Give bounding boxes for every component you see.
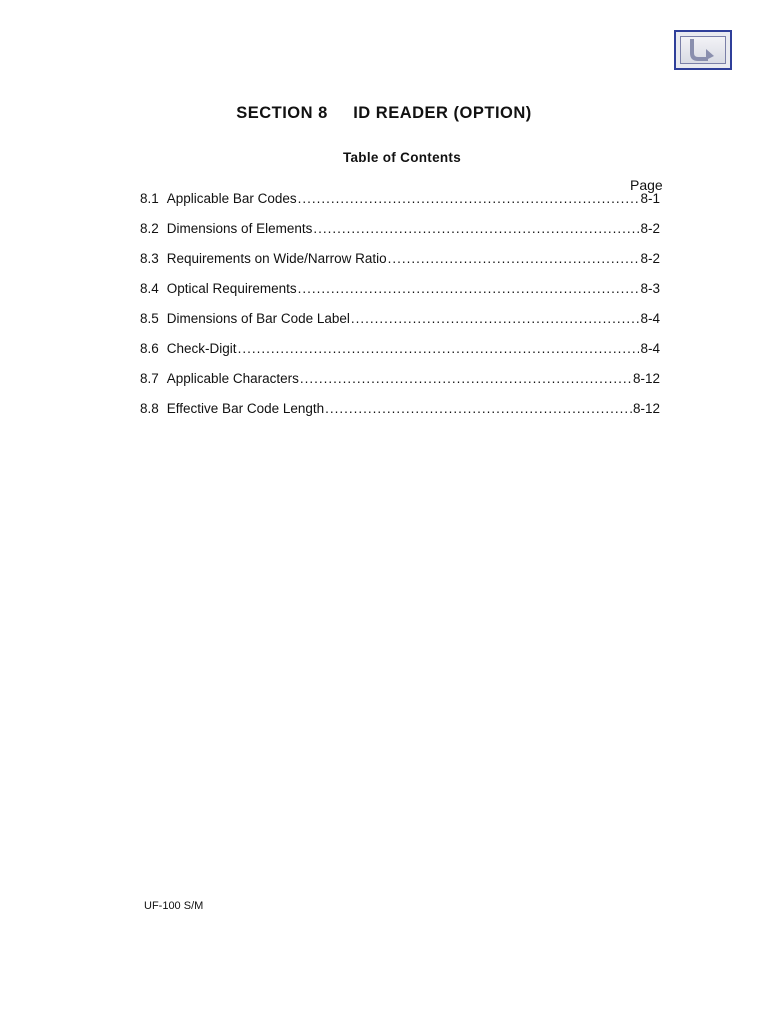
toc-entry-number: 8.4 [140, 281, 159, 296]
toc-dot-leader [325, 401, 632, 416]
section-name: ID READER (OPTION) [353, 104, 532, 122]
footer-doc-id: UF-100 S/M [144, 900, 204, 912]
toc-dot-leader [300, 371, 632, 386]
return-arrow-icon [686, 37, 720, 63]
toc-entry-number: 8.5 [140, 311, 159, 326]
toc-entry-title: Optical Requirements [166, 281, 297, 296]
back-button[interactable] [674, 30, 732, 70]
toc-entry-title: Effective Bar Code Length [166, 401, 325, 416]
toc-dot-leader [238, 341, 640, 356]
toc-entry[interactable] [140, 311, 660, 341]
toc-entry-page: 8-12 [632, 371, 660, 386]
toc-entry-page: 8-3 [640, 281, 660, 296]
toc-entry-number: 8.2 [140, 221, 159, 236]
back-button-face [680, 36, 726, 64]
toc-dot-leader [313, 221, 639, 236]
toc-entry-page: 8-2 [640, 221, 660, 236]
section-title [0, 104, 768, 123]
toc-entry-page: 8-4 [640, 341, 660, 356]
toc-entry[interactable] [140, 191, 660, 221]
toc-entry[interactable] [140, 221, 660, 251]
toc-entry-title: Dimensions of Elements [166, 221, 313, 236]
toc-entry-number: 8.8 [140, 401, 159, 416]
toc-entry-title: Requirements on Wide/Narrow Ratio [166, 251, 387, 266]
toc-dot-leader [298, 191, 640, 206]
toc-entry[interactable] [140, 281, 660, 311]
toc-dot-leader [351, 311, 640, 326]
toc-heading: Table of Contents [342, 150, 462, 165]
toc-list [140, 191, 660, 431]
toc-entry-number: 8.7 [140, 371, 159, 386]
toc-entry-number: 8.3 [140, 251, 159, 266]
toc-entry-title: Applicable Bar Codes [166, 191, 297, 206]
toc-entry-title: Check-Digit [166, 341, 237, 356]
toc-entry-page: 8-12 [632, 401, 660, 416]
toc-entry[interactable] [140, 251, 660, 281]
toc-entry[interactable] [140, 401, 660, 431]
toc-entry-title: Dimensions of Bar Code Label [166, 311, 350, 326]
toc-entry-number: 8.6 [140, 341, 159, 356]
toc-entry[interactable] [140, 371, 660, 401]
toc-entry-page: 8-2 [640, 251, 660, 266]
section-number: SECTION 8 [236, 104, 328, 122]
toc-entry-page: 8-4 [640, 311, 660, 326]
toc-dot-leader [388, 251, 640, 266]
toc-entry-page: 8-1 [640, 191, 660, 206]
toc-dot-leader [298, 281, 640, 296]
toc-entry[interactable] [140, 341, 660, 371]
toc-entry-title: Applicable Characters [166, 371, 299, 386]
page-column-label: Page [630, 177, 663, 193]
toc-entry-number: 8.1 [140, 191, 159, 206]
